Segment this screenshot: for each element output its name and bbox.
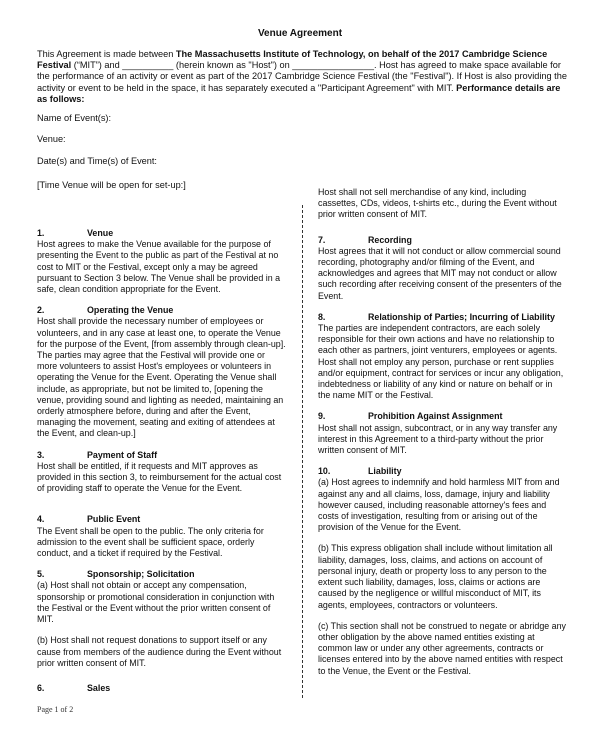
- page-number: Page 1 of 2: [37, 705, 74, 714]
- section-title: Liability: [368, 466, 402, 477]
- section-clause-a: (a) Host shall not obtain or accept any compensation, sponsorship or promotional consideration in conjunction with the Festival or the Event without the prior written consent of MIT.: [37, 580, 275, 625]
- section-title: Sales: [87, 682, 111, 693]
- section-3: [37, 450, 287, 495]
- section-6-heading: [37, 683, 287, 694]
- field-date-time: Date(s) and Time(s) of Event:: [37, 156, 157, 166]
- section-title: Payment of Staff: [87, 449, 158, 460]
- section-number: 4.: [37, 514, 45, 525]
- section-clause-c: (c) This section shall not be construed to negate or abridge any other obligation by the above named entities existing at common law or under any other agreements, contracts or licenses entered into by the above named entities with respect to the Venue, the Event or the Festival.: [318, 620, 566, 676]
- intro-paragraph: [37, 49, 567, 105]
- section-number: 10.: [318, 466, 331, 477]
- section-number: 5.: [37, 569, 45, 580]
- section-clause-b: (b) Host shall not request donations to support itself or any cause from members of the audience during the Event without prior written consent of MIT.: [37, 635, 282, 668]
- section-7: [318, 235, 566, 302]
- column-divider: [302, 205, 303, 698]
- section-number: 8.: [318, 311, 326, 322]
- section-4: [37, 514, 287, 559]
- section-clause-b: (b) This express obligation shall include without limitation all liability, damages, loss, claims, and actions on account of personal injury, death or property loss to any person to the extent such liability, damages, loss, claims or actions are caused by the negligence or willful misconduct of MIT, its agents, employees, contractors or volunteers.: [318, 543, 553, 610]
- section-number: 3.: [37, 449, 45, 460]
- section-title: Public Event: [87, 514, 141, 525]
- section-6-body: Host shall not sell merchandise of any kind, including cassettes, CDs, videos, t-shirts etc., during the Event without prior written consent of MIT.: [318, 187, 557, 220]
- intro-text-1: This Agreement is made between: [37, 49, 176, 59]
- field-venue: Venue:: [37, 134, 66, 144]
- section-2: [37, 305, 287, 439]
- intro-text-2: (“MIT”) and __________ (herein known as "Host") on ________________. Host has agreed to make space available for the performance of an activity or event as part of the 2017 Cambridge Science Festival (the "Festival"). If Host is also providing the activity or event to be held in the space, it has separately executed a "Participant Agreement" with MIT.: [37, 60, 567, 93]
- section-number: 2.: [37, 305, 45, 316]
- field-setup-time: [Time Venue will be open for set-up:]: [37, 180, 186, 190]
- section-9: [318, 411, 566, 456]
- section-body: Host agrees to make the Venue available for the purpose of presenting the Event to the public as part of the Festival at no cost to MIT or the Festival, except only a may be agreed pursuant to Section 3 below. The Venue shall be provided in a safe, clean condition appropriate for the Event.: [37, 239, 281, 295]
- section-body: Host agrees that it will not conduct or allow commercial sound recording, photography and/or filming of the Event, and acknowledges and agrees that MIT may not conduct or allow such recording after receiving consent of the presenters of the Event.: [318, 245, 562, 301]
- section-8: [318, 312, 566, 402]
- section-5: [37, 569, 287, 669]
- left-column: [37, 228, 287, 704]
- section-body: Host shall provide the necessary number of employees or volunteers, and in any case at least one, to operate the Venue for the purpose of the Event, [from assembly through clean-up]. The parties may agree that the Festival will provide one or more volunteers to assist Host's employees or volunteers in operating the Venue for the Event. Operating the Venue shall include, as appropriate, but not be limited to, [opening the venue, providing sound and lighting as needed, maintaining an orderly atmosphere before, during and after the Event, managing the movement, seating and exiting of attendees at the Event, and clean-up.]: [37, 316, 286, 439]
- section-title: Recording: [368, 234, 412, 245]
- section-title: Prohibition Against Assignment: [368, 411, 503, 422]
- section-title: Operating the Venue: [87, 305, 174, 316]
- section-body: The parties are independent contractors, are each solely responsible for their own actions and have no relationship to each other as partners, joint venturers, employees or agents. Host shall not employ any person, purchase or rent supplies and/or equipment, contract for services or incur any obligation, indebtedness or liability of any kind or nature on behalf or in the name MIT or the Festival.: [318, 323, 564, 401]
- section-1: [37, 228, 287, 295]
- section-title: Relationship of Parties; Incurring of Liability: [368, 311, 555, 322]
- section-body: The Event shall be open to the public. The only criteria for admission to the event shall be sufficient space, orderly conduct, and a ticket if required by the Festival.: [37, 525, 264, 559]
- section-number: 1.: [37, 228, 45, 238]
- section-body: Host shall not assign, subcontract, or in any way transfer any interest in this Agreement to a third-party without the prior written consent of MIT.: [318, 422, 558, 456]
- section-title: Venue: [87, 228, 114, 238]
- section-number: 9.: [318, 411, 326, 422]
- section-title: Sponsorship; Solicitation: [87, 569, 195, 580]
- section-10: [318, 466, 566, 676]
- document-title: Venue Agreement: [257, 28, 343, 39]
- section-clause-a: (a) Host agrees to indemnify and hold harmless MIT from and against any and all claims, loss, damage, injury and liability however caused, including reasonable attorney's fees and costs of investigation, resulting from or arising out of the provision of the Venue for the Event.: [318, 477, 560, 533]
- section-body: Host shall be entitled, if it requests and MIT approves as provided in this section 3, to reimbursement for the actual cost of providing staff to operate the Venue for the Event.: [37, 460, 282, 494]
- right-column: [318, 187, 566, 687]
- field-event-names: Name of Event(s):: [37, 113, 112, 123]
- intro-organization: The Massachusetts Institute of Technology, on behalf of the 2017 Cambridge Science Festival: [37, 49, 548, 71]
- section-number: 6.: [37, 682, 45, 693]
- section-number: 7.: [318, 234, 326, 245]
- intro-performance-details: Performance details are as follows:: [37, 82, 561, 104]
